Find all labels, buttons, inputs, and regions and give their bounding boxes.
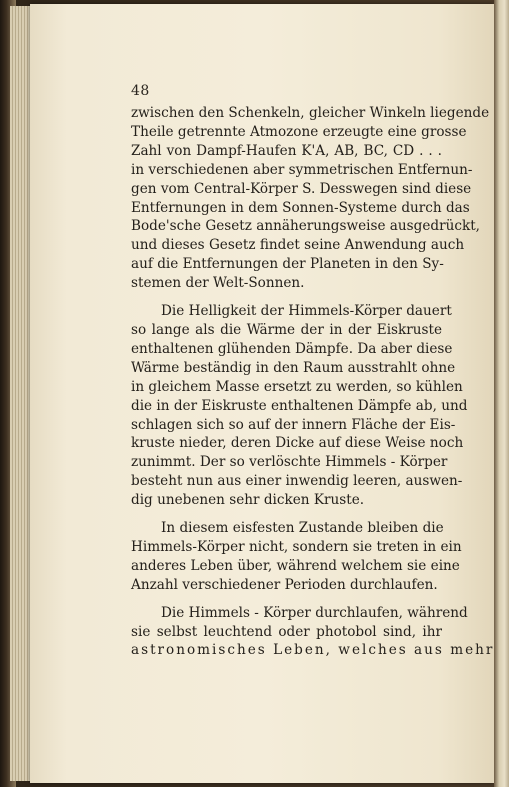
facing-page-edge xyxy=(494,0,509,787)
text-line: auf die Entfernungen der Planeten in den Sy- xyxy=(131,256,444,273)
text-line: Bode'sche Gesetz annäherungsweise ausgedrückt, xyxy=(131,218,480,235)
text-line: Theile getrennte Atmozone erzeugte eine grosse xyxy=(131,123,467,140)
text-line: zwischen den Schenkeln, gleicher Winkeln liegende xyxy=(131,105,490,121)
text-line: dig unebenen sehr dicken Kruste. xyxy=(131,492,365,509)
text-line: Zahl von Dampf-Haufen K'A, AB, BC, CD . . . xyxy=(131,142,442,159)
text-line: Die Himmels - Körper durchlaufen, während xyxy=(161,604,468,621)
text-line: so lange als die Wärme der in der Eiskruste xyxy=(131,321,442,338)
text-line: und dieses Gesetz findet seine Anwendung auch xyxy=(131,237,465,254)
paragraph-3 xyxy=(131,519,462,595)
text-line: Anzahl verschiedener Perioden durchlaufen. xyxy=(131,576,438,593)
text-line: in verschiedenen aber symmetrischen Entfernun- xyxy=(131,161,473,178)
text-line: enthaltenen glühenden Dämpfe. Da aber diese xyxy=(131,340,453,357)
text-line: sie selbst leuchtend oder photobol sind, ihr xyxy=(131,623,442,640)
text-line: kruste nieder, deren Dicke auf diese Weise noch xyxy=(131,435,464,452)
text-line: Die Helligkeit der Himmels-Körper dauert xyxy=(161,303,452,320)
text-line: Himmels-Körper nicht, sondern sie treten in ein xyxy=(131,538,462,555)
text-line: gen vom Central-Körper S. Desswegen sind diese xyxy=(131,180,472,197)
text-line: astronomisches Leben, welches aus mehr xyxy=(131,642,495,659)
text-line: anderes Leben über, während welchem sie eine xyxy=(131,557,460,574)
text-line: stemen der Welt-Sonnen. xyxy=(131,275,305,292)
text-line: die in der Eiskruste enthaltenen Dämpfe ab, und xyxy=(131,397,468,414)
body-text xyxy=(131,104,495,669)
paragraph-2 xyxy=(131,302,468,510)
text-line: besteht nun aus einer inwendig leeren, auswen- xyxy=(131,473,463,490)
text-line: in gleichem Masse ersetzt zu werden, so kühlen xyxy=(131,378,463,395)
text-line: Wärme beständig in den Raum ausstrahlt ohne xyxy=(131,359,456,376)
text-line: zunimmt. Der so verlöschte Himmels - Körper xyxy=(131,454,448,471)
text-line: In diesem eisfesten Zustande bleiben die xyxy=(161,520,444,537)
paragraph-4 xyxy=(131,604,495,661)
text-line: Entfernungen in dem Sonnen-Systeme durch das xyxy=(131,199,470,216)
text-line: schlagen sich so auf der innern Fläche der Eis- xyxy=(131,416,456,433)
paragraph-1 xyxy=(131,104,490,293)
page-number: 48 xyxy=(131,83,150,99)
